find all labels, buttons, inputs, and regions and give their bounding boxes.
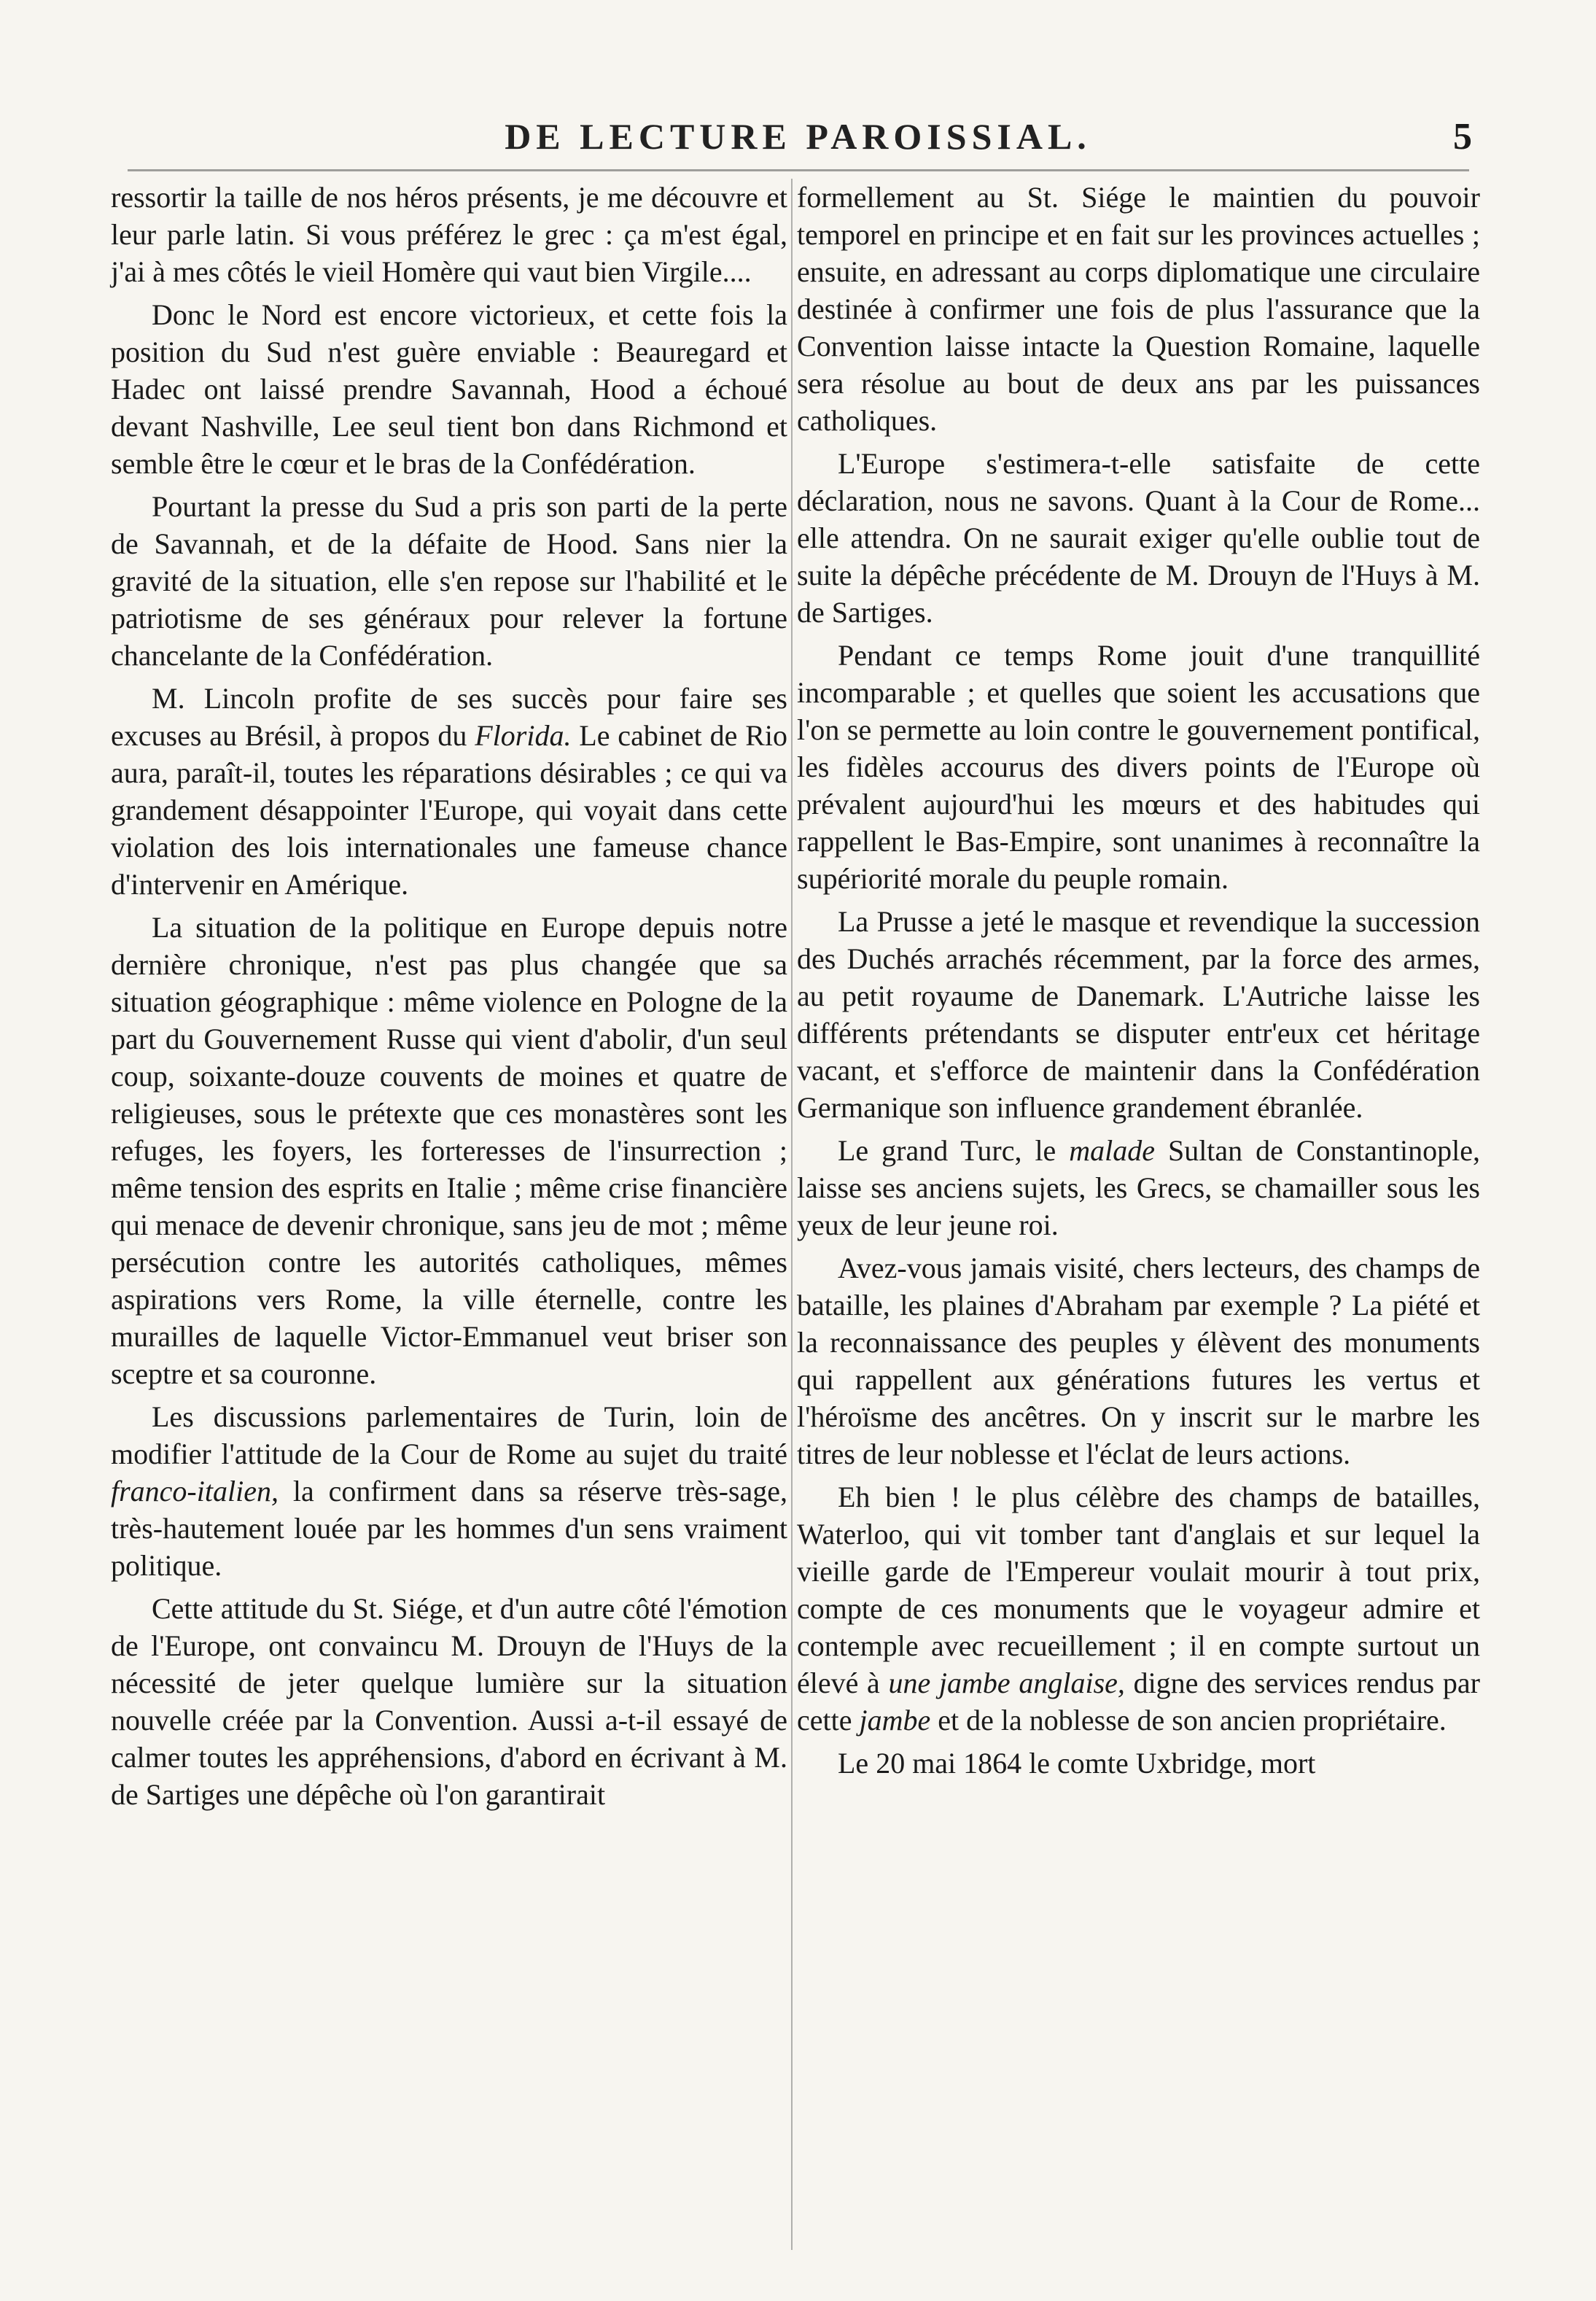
italic-treaty: franco-italien,: [111, 1475, 279, 1508]
column-divider: [791, 179, 793, 2250]
paragraph-waterloo: [797, 1478, 1480, 1739]
paragraph-prussia: La Prusse a jeté le masque et revendique la succession des Duchés arrachés récemment, par la force des armes, au petit royaume de Danemark. L'Autriche laisse les différents prétendants se disputer entr'eux cet héritage vacant, et s'efforce de maintenir dans la Confédération Germanique son influence grandement ébranlée.: [797, 905, 1480, 1124]
paragraph-continued: formellement au St. Siége le maintien du pouvoir temporel en principe et en fait sur les provinces actuelles ; ensuite, en adressant au corps diplomatique une circulaire destinée à confirmer une fois de plus l'assurance que la Convention laisse intacte la Question Romaine, laquelle sera résolue au bout de deux ans par les puissances catholiques.: [797, 181, 1480, 437]
text-segment: Eh bien ! le plus célèbre des champs de batailles, Waterloo, qui vit tomber tant d'anglais et sur lequel la vieille garde de l'Empereur voulait mourir à tout prix, compte de ces monuments que le voyageur admire et contemple avec recueillement ; il en compte surtout un élevé à: [797, 1481, 1480, 1699]
paragraph-turk: [797, 1132, 1480, 1243]
text-segment: la confirment dans sa réserve très-sage, très-hautement louée par les hommes d'un sens vraiment politique.: [111, 1475, 787, 1582]
italic-ship-name: Florida.: [475, 719, 572, 752]
text-segment: et de la noblesse de son ancien propriétaire.: [930, 1704, 1447, 1737]
text-segment: M. Lincoln profite de ses succès pour faire ses excuses au Brésil, à propos du: [111, 682, 787, 752]
italic-word: malade: [1069, 1134, 1156, 1167]
paragraph-turin-discussions: [111, 1398, 787, 1584]
text-segment: digne des services rendus par cette: [797, 1666, 1480, 1737]
page-number: 5: [1453, 116, 1472, 158]
running-header-title: DE LECTURE PAROISSIAL.: [505, 116, 1091, 157]
paragraph-confederation: Donc le Nord est encore victorieux, et cette fois la position du Sud n'est guère enviable : Beauregard et Hadec ont laissé prendre Savannah, Hood a échoué devant Nashville, Lee seul tient bon dans Richmond et semble être le cœur et le bras de la Confédération.: [111, 298, 787, 480]
text-segment: Sultan de Constantinople, laisse ses anciens sujets, les Grecs, se chamailler sous les yeux de leur jeune roi.: [797, 1134, 1481, 1241]
italic-word: jambe: [859, 1704, 931, 1737]
paragraph-continued: ressortir la taille de nos héros présents, je me découvre et leur parle latin. Si vous préférez le grec : ça m'est égal, j'ai à mes côtés le vieil Homère qui vaut bien Virgile....: [111, 181, 787, 288]
italic-phrase: une jambe anglaise,: [888, 1666, 1125, 1699]
paragraph-drouyn: Cette attitude du St. Siége, et d'un autre côté l'émotion de l'Europe, ont convaincu M. Drouyn de l'Huys de la nécessité de jeter quelque lumière sur la situation nouvelle créée par la Convention. Aussi a-t-il essayé de calmer toutes les appréhensions, d'abord en écrivant à M. de Sartiges une dépêche où l'on garantirait: [111, 1592, 787, 1811]
header-rule: [128, 169, 1469, 171]
text-segment: Les discussions parlementaires de Turin, loin de modifier l'attitude de la Cour de Rome au sujet du traité: [111, 1400, 787, 1470]
paragraph-southern-press: Pourtant la presse du Sud a pris son parti de la perte de Savannah, et de la défaite de Hood. Sans nier la gravité de la situation, elle s'en repose sur l'habilité et le patriotisme de ses généraux pour relever la fortune chancelante de la Confédération.: [111, 490, 787, 672]
paragraph-battlefields: Avez-vous jamais visité, chers lecteurs, des champs de bataille, les plaines d'Abraham par exemple ? La piété et la reconnaissance des peuples y élèvent des monuments qui rappellent aux générations futures les vertus et l'héroïsme des ancêtres. On y inscrit sur le marbre les titres de leur noblesse et l'éclat de leurs actions.: [797, 1252, 1480, 1470]
text-segment: Le grand Turc, le: [838, 1134, 1070, 1167]
paragraph-lincoln: [111, 680, 787, 903]
paragraph-uxbridge: Le 20 mai 1864 le comte Uxbridge, mort: [838, 1747, 1316, 1780]
paragraph-europe-politics: La situation de la politique en Europe depuis notre dernière chronique, n'est pas plus changée que sa situation géographique : même violence en Pologne de la part du Gouvernement Russe qui vient d'abolir, d'un seul coup, soixante-douze couvents de moines et quatre de religieuses, sous le prétexte que ces monastères sont les refuges, les foyers, les forteresses de l'insurrection ; même tension des esprits en Italie ; même crise financière qui menace de devenir chronique, sans jeu de mot ; même persécution contre les autorités catholiques, mêmes aspirations vers Rome, la ville éternelle, contre les murailles de laquelle Victor-Emmanuel veut briser son sceptre et sa couronne.: [111, 911, 787, 1390]
text-segment: Le cabinet de Rio aura, paraît-il, toutes les réparations désirables ; ce qui va grandement désappointer l'Europe, qui voyait dans cette violation des lois internationales une fameuse chance d'intervenir en Amérique.: [111, 719, 787, 901]
paragraph-europe-satisfied: L'Europe s'estimera-t-elle satisfaite de cette déclaration, nous ne savons. Quant à la Cour de Rome... elle attendra. On ne saurait exiger qu'elle oublie tout de suite la dépêche précédente de M. Drouyn de l'Huys à M. de Sartiges.: [797, 447, 1480, 629]
paragraph-rome-tranquility: Pendant ce temps Rome jouit d'une tranquillité incomparable ; et quelles que soient les accusations que l'on se permette au loin contre le gouvernement pontifical, les fidèles accourus des divers points de l'Europe où prévalent aujourd'hui les mœurs et des habitudes qui rappellent le Bas-Empire, sont unanimes à reconnaître la supériorité morale du peuple romain.: [797, 639, 1480, 895]
right-column: [797, 179, 1480, 2257]
left-column: [111, 179, 787, 2257]
